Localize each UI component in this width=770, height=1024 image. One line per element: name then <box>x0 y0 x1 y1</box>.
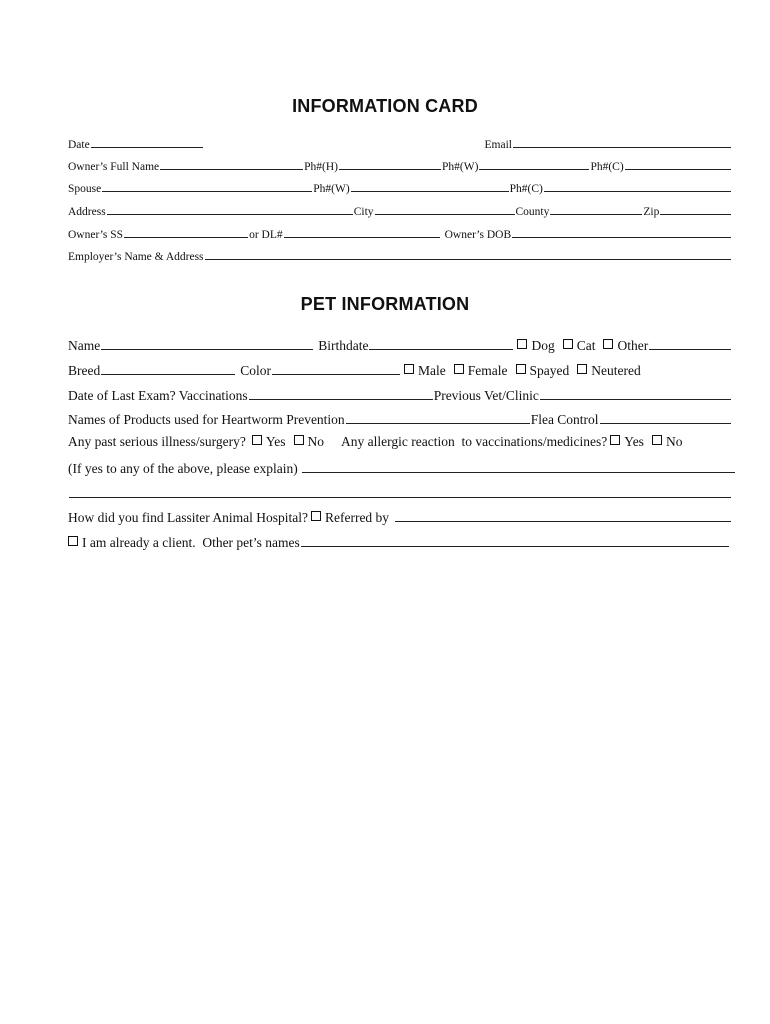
employer-label: Employer’s Name & Address <box>68 250 204 263</box>
explain-continued-field[interactable] <box>69 484 731 498</box>
spouse-phone-work-label: Ph#(W) <box>313 182 350 195</box>
spouse-label: Spouse <box>68 182 102 195</box>
spouse-field[interactable] <box>102 180 312 192</box>
female-option[interactable] <box>451 363 508 379</box>
spouse-phone-cell-field[interactable] <box>544 180 731 192</box>
date-email-row <box>68 136 732 152</box>
pet-name-row <box>68 336 732 355</box>
male-option[interactable] <box>401 363 446 379</box>
spayed-option[interactable] <box>513 363 570 379</box>
heartworm-row <box>68 410 732 429</box>
phone-cell-field[interactable] <box>625 158 731 170</box>
allergic-reaction-label: Any allergic reaction to vaccinations/medicines? <box>341 434 608 449</box>
breed-row <box>68 361 732 380</box>
pet-name-label: Name <box>68 337 101 353</box>
owner-full-name-label: Owner’s Full Name <box>68 160 160 173</box>
spayed-checkbox[interactable] <box>516 364 526 374</box>
dog-checkbox[interactable] <box>517 339 527 349</box>
owners-dob-label: Owner’s DOB <box>444 228 512 241</box>
city-label: City <box>353 205 374 218</box>
color-label: Color <box>240 362 271 378</box>
illness-no-checkbox[interactable] <box>294 435 304 445</box>
employer-row <box>68 248 732 264</box>
already-client-checkbox[interactable] <box>68 536 78 546</box>
female-label: Female <box>467 362 508 378</box>
pet-information-title: PET INFORMATION <box>300 294 470 314</box>
dog-option[interactable] <box>514 338 554 354</box>
cat-option[interactable] <box>560 338 596 354</box>
explain-field[interactable] <box>302 459 735 473</box>
email-field[interactable] <box>513 136 731 148</box>
spouse-phone-cell-label: Ph#(C) <box>509 182 543 195</box>
spouse-phone-work-field[interactable] <box>351 180 509 192</box>
date-label: Date <box>68 138 90 151</box>
illness-yes-option[interactable] <box>249 434 286 450</box>
neutered-option[interactable] <box>574 363 640 379</box>
illness-yes-checkbox[interactable] <box>252 435 262 445</box>
birthdate-field[interactable] <box>369 336 513 350</box>
spouse-row <box>68 180 732 196</box>
allergy-no-option[interactable] <box>649 434 683 450</box>
referred-by-label: Referred by <box>324 509 390 525</box>
heartworm-field[interactable] <box>346 410 530 424</box>
allergy-yes-label: Yes <box>624 434 644 449</box>
drivers-license-field[interactable] <box>284 226 440 238</box>
pet-name-field[interactable] <box>101 336 313 350</box>
flea-control-field[interactable] <box>600 410 731 424</box>
email-label: Email <box>484 138 512 151</box>
past-illness-label: Any past serious illness/surgery? <box>68 434 246 449</box>
explain-continued-row <box>68 484 732 503</box>
address-field[interactable] <box>107 203 353 215</box>
explain-row <box>68 459 736 478</box>
other-species-field[interactable] <box>649 336 731 350</box>
breed-label: Breed <box>68 362 101 378</box>
previous-vet-label: Previous Vet/Clinic <box>433 387 539 403</box>
phone-work-field[interactable] <box>479 158 589 170</box>
vaccinations-field[interactable] <box>249 386 433 400</box>
owner-ss-row <box>68 226 732 242</box>
heartworm-label: Names of Products used for Heartworm Prevention <box>68 411 345 427</box>
other-pets-names-field[interactable] <box>301 533 729 547</box>
phone-cell-label: Ph#(C) <box>590 160 624 173</box>
other-label: Other <box>617 337 649 353</box>
illness-no-option[interactable] <box>291 434 325 450</box>
referral-row <box>68 508 732 527</box>
dog-label: Dog <box>531 337 555 353</box>
referred-option[interactable] <box>308 510 389 526</box>
county-label: County <box>515 205 550 218</box>
color-field[interactable] <box>272 361 400 375</box>
explain-label: (If yes to any of the above, please explain) <box>68 460 298 476</box>
other-checkbox[interactable] <box>603 339 613 349</box>
zip-field[interactable] <box>660 203 731 215</box>
referred-by-field[interactable] <box>395 508 731 522</box>
last-exam-label: Date of Last Exam? Vaccinations <box>68 387 248 403</box>
owners-dob-field[interactable] <box>512 226 731 238</box>
allergy-no-checkbox[interactable] <box>652 435 662 445</box>
already-client-option[interactable] <box>68 535 300 551</box>
client-row <box>68 533 730 552</box>
phone-home-label: Ph#(H) <box>304 160 339 173</box>
drivers-license-label: or DL# <box>249 228 283 241</box>
allergy-yes-option[interactable] <box>607 434 644 450</box>
employer-field[interactable] <box>205 248 731 260</box>
date-field[interactable] <box>91 136 203 148</box>
already-client-label: I am already a client. Other pet’s names <box>82 534 300 550</box>
illness-allergy-row <box>68 434 732 453</box>
birthdate-label: Birthdate <box>318 337 369 353</box>
cat-checkbox[interactable] <box>563 339 573 349</box>
breed-field[interactable] <box>101 361 235 375</box>
cat-label: Cat <box>576 337 596 353</box>
neutered-checkbox[interactable] <box>577 364 587 374</box>
allergy-yes-checkbox[interactable] <box>610 435 620 445</box>
information-card-title: INFORMATION CARD <box>292 96 478 116</box>
owners-ss-label: Owner’s SS <box>68 228 124 241</box>
male-label: Male <box>418 362 446 378</box>
female-checkbox[interactable] <box>454 364 464 374</box>
illness-no-label: No <box>307 434 325 449</box>
other-option[interactable] <box>600 338 648 354</box>
find-hospital-label: How did you find Lassiter Animal Hospital? <box>68 509 308 525</box>
allergy-no-label: No <box>665 434 683 449</box>
referred-checkbox[interactable] <box>311 511 321 521</box>
address-label: Address <box>68 205 106 218</box>
previous-vet-field[interactable] <box>540 386 731 400</box>
male-checkbox[interactable] <box>404 364 414 374</box>
illness-yes-label: Yes <box>265 434 286 449</box>
owner-full-name-field[interactable] <box>160 158 303 170</box>
flea-control-label: Flea Control <box>530 411 599 427</box>
owners-ss-field[interactable] <box>124 226 248 238</box>
zip-label: Zip <box>643 205 660 218</box>
address-row <box>68 203 732 219</box>
city-field[interactable] <box>375 203 515 215</box>
last-exam-row <box>68 386 732 405</box>
spayed-label: Spayed <box>529 362 570 378</box>
phone-home-field[interactable] <box>339 158 441 170</box>
owner-name-row <box>68 158 732 174</box>
phone-work-label: Ph#(W) <box>442 160 479 173</box>
county-field[interactable] <box>550 203 642 215</box>
neutered-label: Neutered <box>591 362 641 378</box>
